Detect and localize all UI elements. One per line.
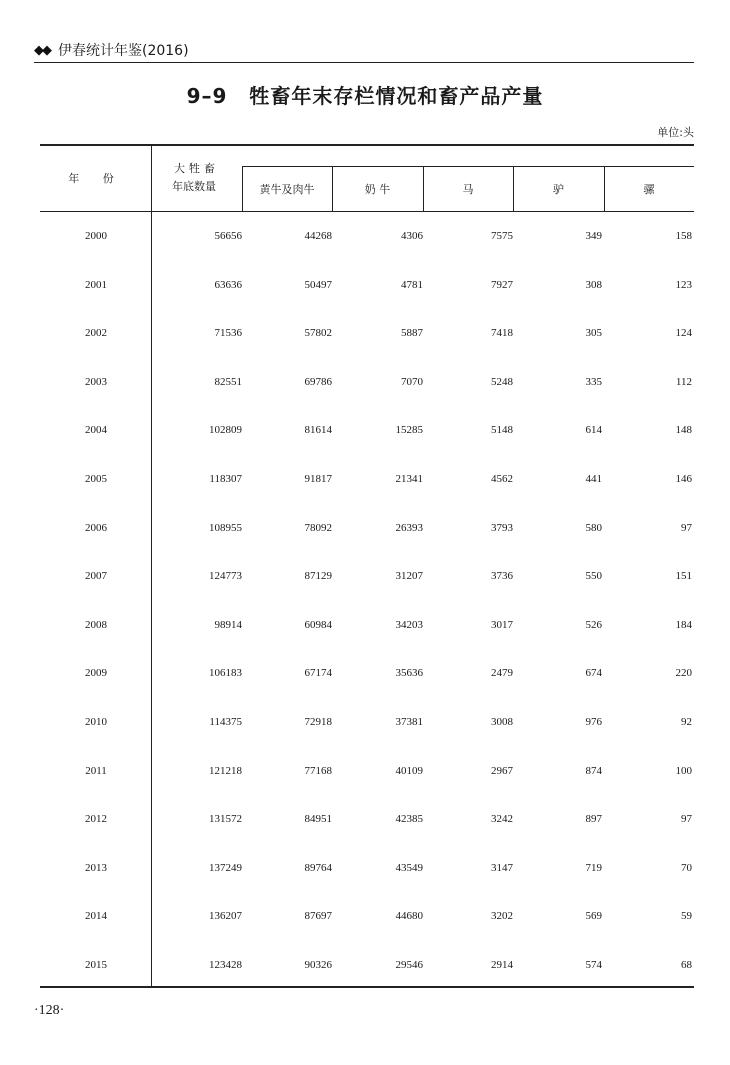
cell-total: 82551 [214,375,242,388]
cell-donkey: 574 [585,959,602,971]
cell-year: 2005 [85,473,107,485]
cell-dairy-cattle: 4306 [401,230,423,242]
cell-horse: 7927 [491,278,513,291]
unit-label: 单位:头 [657,126,694,139]
cell-year: 2014 [85,910,107,923]
cell-donkey: 976 [585,716,602,728]
cell-beef-cattle: 87697 [304,910,332,923]
cell-year: 2011 [85,764,107,777]
cell-total: 102809 [209,424,242,437]
cell-mule: 97 [681,521,692,534]
cell-year: 2009 [85,667,107,680]
cell-year: 2002 [85,327,107,340]
cell-mule: 184 [675,618,692,631]
cell-total: 56656 [214,230,242,242]
col-header-year: 年 份 [68,172,124,185]
cell-beef-cattle: 81614 [304,424,332,437]
cell-horse: 3147 [491,861,513,874]
cell-total: 118307 [209,473,242,485]
table-row [40,892,694,941]
cell-year: 2001 [85,278,107,291]
cell-beef-cattle: 78092 [304,521,332,534]
cell-horse: 7575 [491,230,513,242]
cell-beef-cattle: 90326 [304,959,332,971]
cell-donkey: 580 [585,521,602,534]
cell-year: 2006 [85,521,107,534]
table-row [40,358,694,407]
col-header-total-line1: 大牲畜 [174,162,219,175]
cell-dairy-cattle: 34203 [395,618,423,631]
cell-total: 63636 [214,278,242,291]
col-header-donkey: 驴 [553,183,564,196]
cell-donkey: 569 [585,910,602,923]
cell-mule: 124 [675,327,692,340]
cell-beef-cattle: 72918 [304,716,332,728]
cell-horse: 7418 [491,327,513,340]
running-header [34,40,189,60]
cell-mule: 59 [681,910,692,923]
table-title: 牲畜年末存栏情况和畜产品产量 [249,84,544,108]
cell-mule: 97 [681,813,692,826]
table-row [40,455,694,504]
cell-mule: 123 [675,278,692,291]
cell-beef-cattle: 44268 [304,230,332,242]
table-row [40,941,694,990]
table-row [40,309,694,358]
cell-mule: 68 [681,959,692,971]
cell-dairy-cattle: 7070 [401,375,423,388]
cell-year: 2012 [85,813,107,826]
cell-horse: 3008 [491,716,513,728]
cell-horse: 3242 [491,813,513,826]
cell-dairy-cattle: 42385 [395,813,423,826]
cell-dairy-cattle: 43549 [395,861,423,874]
cell-beef-cattle: 87129 [304,570,332,583]
cell-mule: 70 [681,861,692,874]
cell-mule: 92 [681,716,692,728]
diamond-icon: ◆◆ [34,42,50,58]
cell-dairy-cattle: 31207 [395,570,423,583]
cell-donkey: 305 [585,327,602,340]
col-header-mule: 骡 [643,183,655,196]
cell-dairy-cattle: 35636 [395,667,423,680]
col-header-total [152,144,242,212]
cell-horse: 2914 [491,959,513,971]
cell-donkey: 874 [585,764,602,777]
cell-total: 71536 [214,327,242,340]
cell-total: 106183 [209,667,242,680]
cell-total: 136207 [209,910,242,923]
table-row [40,504,694,553]
cell-total: 131572 [209,813,242,826]
cell-donkey: 526 [585,618,602,631]
cell-year: 2008 [85,618,107,631]
col-header-horse: 马 [462,183,474,196]
cell-dairy-cattle: 5887 [401,327,423,340]
cell-horse: 4562 [491,473,513,485]
cell-beef-cattle: 69786 [304,375,332,388]
cell-beef-cattle: 50497 [304,278,332,291]
cell-horse: 3017 [491,618,513,631]
running-title: 伊春统计年鉴(2016) [58,43,189,59]
table-number: 9–9 [186,84,228,108]
cell-year: 2003 [85,375,107,388]
cell-mule: 146 [675,473,692,485]
cell-year: 2000 [85,230,107,242]
cell-dairy-cattle: 29546 [395,959,423,971]
cell-year: 2010 [85,716,107,728]
cell-donkey: 335 [585,375,602,388]
cell-horse: 3736 [491,570,513,583]
cell-year: 2004 [85,424,107,437]
table-row [40,649,694,698]
col-header-dairy-cattle: 奶 牛 [364,183,391,196]
cell-beef-cattle: 67174 [304,667,332,680]
cell-horse: 3202 [491,910,513,923]
cell-beef-cattle: 84951 [304,813,332,826]
cell-beef-cattle: 60984 [304,618,332,631]
cell-donkey: 308 [585,278,602,291]
cell-horse: 3793 [491,521,513,534]
cell-beef-cattle: 91817 [304,473,332,485]
cell-donkey: 614 [585,424,602,437]
col-header-beef-cattle: 黄牛及肉牛 [259,183,315,196]
cell-mule: 158 [675,230,692,242]
page-number: ·128· [34,1003,65,1018]
cell-dairy-cattle: 4781 [401,278,423,291]
cell-donkey: 719 [585,861,602,874]
cell-donkey: 550 [585,570,602,583]
cell-total: 124773 [209,570,242,583]
cell-mule: 112 [675,375,692,388]
header-rule [34,62,694,63]
cell-total: 108955 [209,521,242,534]
cell-total: 114375 [209,716,242,728]
cell-dairy-cattle: 15285 [395,424,423,437]
table-row [40,261,694,310]
cell-donkey: 897 [585,813,602,826]
cell-year: 2013 [85,861,107,874]
cell-dairy-cattle: 40109 [395,764,423,777]
cell-beef-cattle: 89764 [304,861,332,874]
cell-beef-cattle: 57802 [304,327,332,340]
cell-mule: 148 [675,424,692,437]
table-row [40,601,694,650]
table-row [40,747,694,796]
cell-total: 123428 [209,959,242,971]
table-row [40,844,694,893]
cell-horse: 5148 [491,424,513,437]
cell-mule: 220 [675,667,692,680]
cell-mule: 151 [675,570,692,583]
page-title [0,80,730,109]
cell-donkey: 674 [585,667,602,680]
cell-year: 2007 [85,570,107,583]
cell-dairy-cattle: 44680 [395,910,423,923]
cell-dairy-cattle: 37381 [395,716,423,728]
table-row [40,406,694,455]
cell-donkey: 441 [585,473,602,485]
cell-horse: 2967 [491,764,513,777]
cell-total: 98914 [214,618,242,631]
table-row [40,552,694,601]
cell-mule: 100 [675,764,692,777]
cell-year: 2015 [85,959,107,971]
cell-donkey: 349 [585,230,602,242]
cell-horse: 2479 [491,667,513,680]
table-row [40,795,694,844]
cell-total: 121218 [209,764,242,777]
col-header-total-line2: 年底数量 [172,180,216,193]
table-row [40,698,694,747]
table-row [40,212,694,261]
cell-beef-cattle: 77168 [304,764,332,777]
cell-dairy-cattle: 21341 [395,473,423,485]
cell-total: 137249 [209,861,242,874]
cell-horse: 5248 [491,375,513,388]
cell-dairy-cattle: 26393 [395,521,423,534]
